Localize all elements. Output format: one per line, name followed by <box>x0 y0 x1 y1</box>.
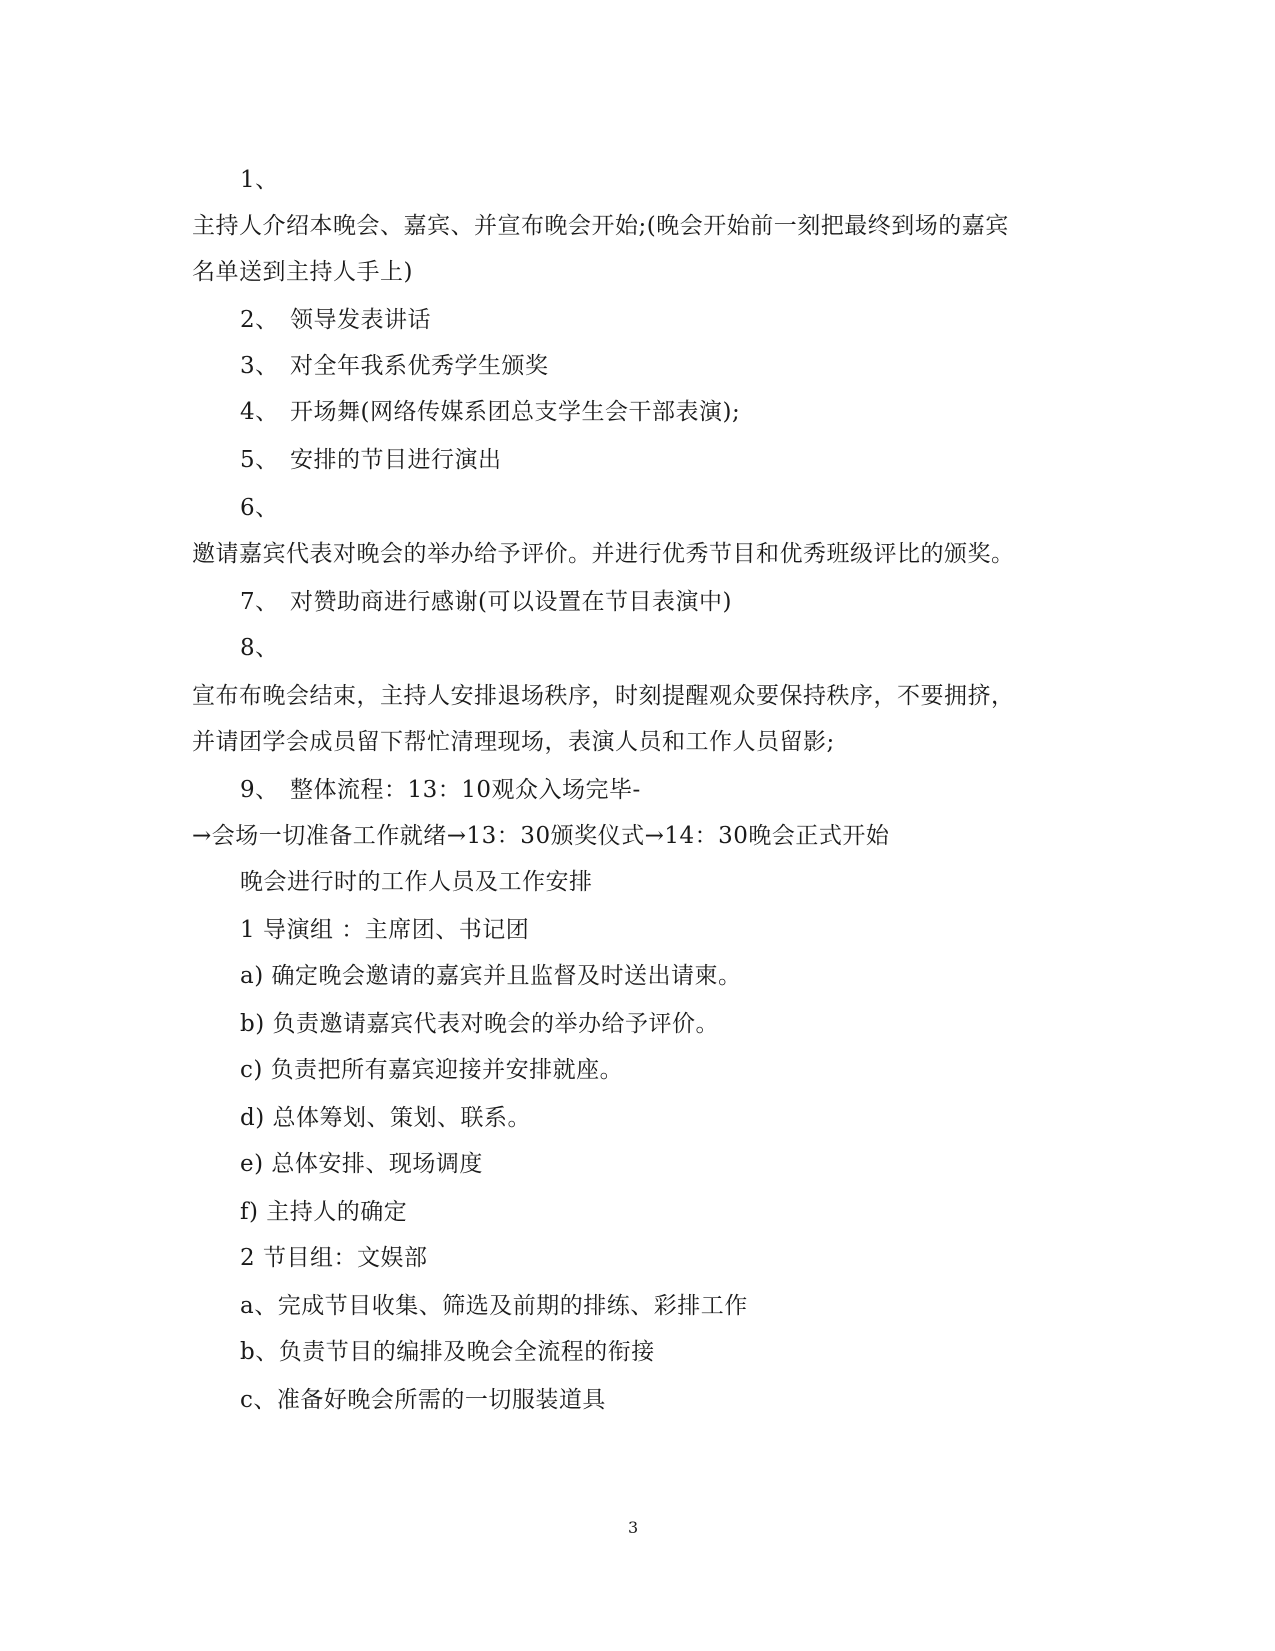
list-item <box>240 776 641 804</box>
list-item: f) 主持人的确定 <box>240 1199 408 1225</box>
list-item: b) 负责邀请嘉宾代表对晚会的举办给予评价。 <box>240 1011 720 1037</box>
list-item-text: 领导发表讲话 <box>290 307 431 333</box>
section-heading: 晚会进行时的工作人员及工作安排 <box>240 869 593 895</box>
list-item-text: 对全年我系优秀学生颁奖 <box>290 353 549 379</box>
list-item-text: 整体流程：13：10观众入场完毕- <box>290 777 641 803</box>
list-item <box>240 446 502 474</box>
list-item: b、负责节目的编排及晚会全流程的衔接 <box>240 1339 655 1365</box>
list-number: 9、 <box>240 777 279 803</box>
list-item: a、完成节目收集、筛选及前期的排练、彩排工作 <box>240 1293 748 1319</box>
list-item <box>240 352 549 380</box>
list-number: 5、 <box>240 447 279 473</box>
list-item-text: 开场舞(网络传媒系团总支学生会干部表演); <box>290 399 741 425</box>
list-number: 3、 <box>240 353 279 379</box>
group-heading: 1 导演组 ：主席团、书记团 <box>240 917 530 943</box>
list-number: 7、 <box>240 589 279 615</box>
paragraph-line: 并请团学会成员留下帮忙清理现场，表演人员和工作人员留影; <box>192 729 835 755</box>
group-heading: 2 节目组：文娱部 <box>240 1245 428 1271</box>
list-number: 2、 <box>240 307 279 333</box>
paragraph-line: 名单送到主持人手上) <box>192 259 413 285</box>
list-item-text: 安排的节目进行演出 <box>290 447 502 473</box>
list-number: 4、 <box>240 399 279 425</box>
paragraph-line: 主持人介绍本晚会、嘉宾、并宣布晚会开始;(晚会开始前一刻把最终到场的嘉宾 <box>192 213 1009 239</box>
list-number: 1、 <box>240 167 279 193</box>
page-number: 3 <box>628 1518 639 1537</box>
list-item: c) 负责把所有嘉宾迎接并安排就座。 <box>240 1057 624 1083</box>
list-item: e) 总体安排、现场调度 <box>240 1151 483 1177</box>
list-item: d) 总体筹划、策划、联系。 <box>240 1105 532 1131</box>
paragraph-line: →会场一切准备工作就绪→13：30颁奖仪式→14：30晚会正式开始 <box>192 823 890 849</box>
list-item: c、准备好晚会所需的一切服装道具 <box>240 1387 606 1413</box>
paragraph-line: 邀请嘉宾代表对晚会的举办给予评价。并进行优秀节目和优秀班级评比的颁奖。 <box>192 541 1015 567</box>
list-number: 6、 <box>240 495 279 521</box>
list-item <box>240 306 431 334</box>
list-item-text: 对赞助商进行感谢(可以设置在节目表演中) <box>290 589 732 615</box>
list-number: 8、 <box>240 635 279 661</box>
list-item <box>240 398 740 426</box>
list-item <box>240 588 732 616</box>
list-item: a) 确定晚会邀请的嘉宾并且监督及时送出请柬。 <box>240 963 742 989</box>
paragraph-line: 宣布布晚会结束，主持人安排退场秩序，时刻提醒观众要保持秩序，不要拥挤， <box>192 683 1015 709</box>
